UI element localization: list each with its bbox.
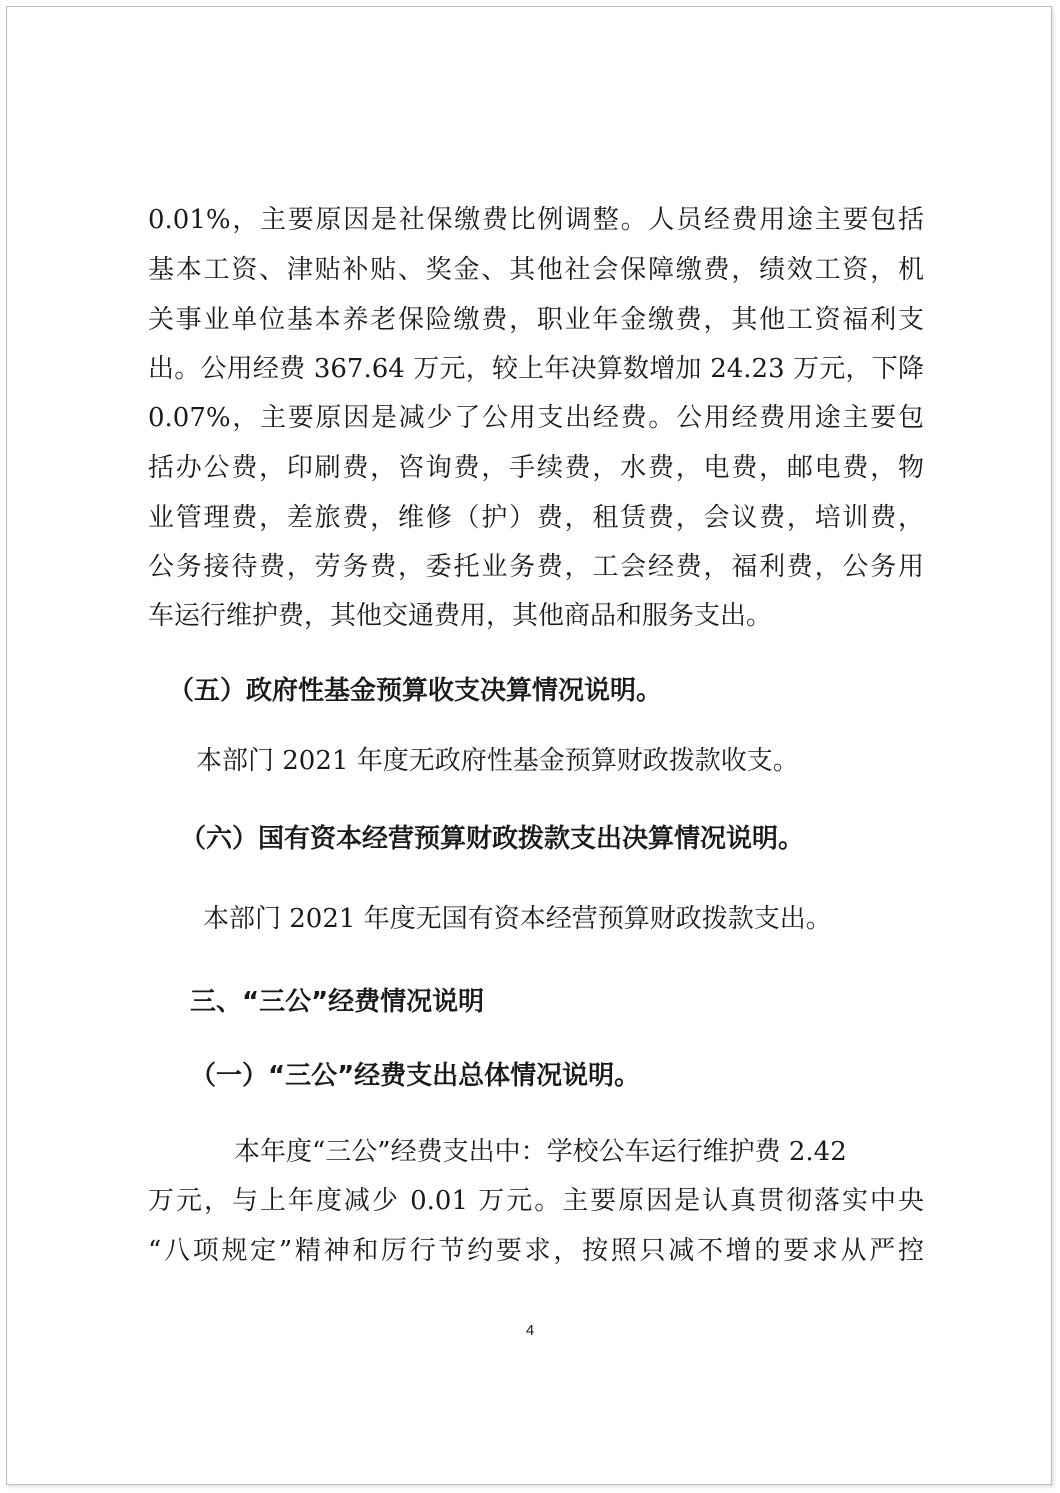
body-text-line: 0.07%，主要原因是减少了公用支出经费。公用经费用途主要包 [148, 403, 924, 433]
body-text-line: 公务接待费，劳务费，委托业务费，工会经费，福利费，公务用 [148, 552, 924, 582]
body-text-line: “八项规定”精神和厉行节约要求，按照只减不增的要求从严控 [148, 1236, 924, 1266]
body-text-line: 业管理费，差旅费，维修（护）费，租赁费，会议费，培训费， [148, 503, 924, 533]
body-text-line: 基本工资、津贴补贴、奖金、其他社会保障缴费，绩效工资，机 [148, 255, 924, 285]
body-text-line: 出。公用经费 367.64 万元，较上年决算数增加 24.23 万元，下降 [148, 354, 924, 384]
page-number: 4 [525, 1322, 535, 1339]
section-heading: （五）政府性基金预算收支决算情况说明。 [168, 676, 663, 706]
body-text-line: 万元，与上年度减少 0.01 万元。主要原因是认真贯彻落实中央 [148, 1186, 924, 1216]
section-body-text: 本部门 2021 年度无国有资本经营预算财政拨款支出。 [203, 904, 832, 934]
section-heading: （六）国有资本经营预算财政拨款支出决算情况说明。 [180, 824, 805, 854]
part-heading: 三、“三公”经费情况说明 [190, 987, 485, 1017]
section-body-text: 本部门 2021 年度无政府性基金预算财政拨款收支。 [196, 746, 799, 776]
body-text-line: 本年度“三公”经费支出中：学校公车运行维护费 2.42 [234, 1137, 847, 1167]
body-text-line: 0.01%，主要原因是社保缴费比例调整。人员经费用途主要包括 [148, 205, 924, 235]
body-text-line: 车运行维护费，其他交通费用，其他商品和服务支出。 [148, 601, 773, 631]
body-text-line: 括办公费，印刷费，咨询费，手续费，水费，电费，邮电费，物 [148, 453, 924, 483]
body-text-line: 关事业单位基本养老保险缴费，职业年金缴费，其他工资福利支 [148, 305, 924, 335]
sub-heading: （一）“三公”经费支出总体情况说明。 [190, 1061, 641, 1091]
